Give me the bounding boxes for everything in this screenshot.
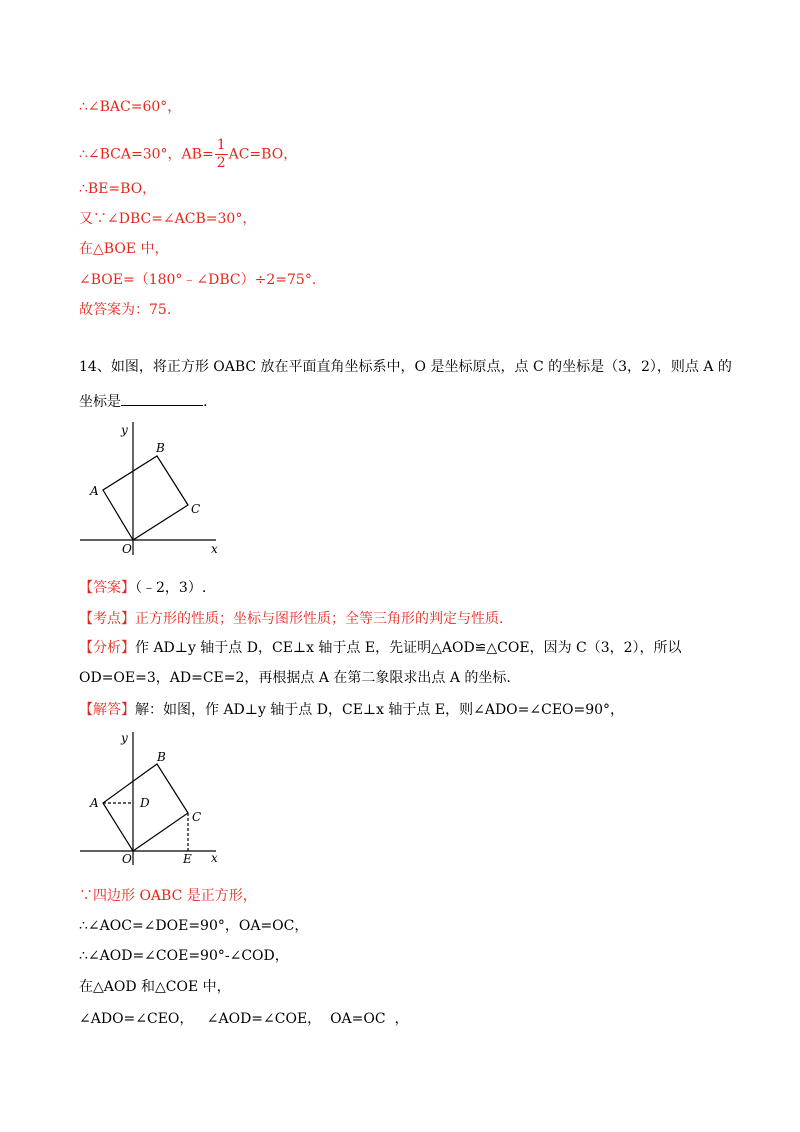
answer-line [79,578,206,598]
solution-line-2-a: ∴∠BCA=30°，AB= [79,146,214,163]
fraction-denominator: 2 [216,155,226,171]
figure-square-svg [78,418,238,560]
point-c-label: C [191,502,201,516]
step-3: ∴∠AOD=∠COE=90°-∠COD， [79,948,289,964]
step-1: ∵四边形 OABC 是正方形， [79,888,257,904]
point-b-label: B [156,441,165,455]
fenxi-line-2: OD=OE=3，AD=CE=2，再根据点 A 在第二象限求出点 A 的坐标. [79,670,511,686]
solution-line-1: ∴∠BAC=60°， [79,99,182,115]
solution-line-6: ∠BOE=（180°﹣∠DBC）÷2=75°. [79,272,317,288]
kaodian-line [79,609,503,629]
question-line-2-suffix: . [203,394,208,410]
kaodian-text: 正方形的性质；坐标与图形性质；全等三角形的判定与性质. [135,611,504,627]
figure-square-with-perpendiculars [78,728,238,868]
step-5: ∠ADO=∠CEO， ∠AOD=∠COE， OA=OC ， [79,1011,409,1027]
solution-line-4: 又∵∠DBC=∠ACB=30°， [79,211,257,227]
fenxi-line-1 [79,638,682,658]
x-axis-label: x [211,851,218,865]
answer-tag: 【答案】 [79,580,135,596]
point-o-label: O [122,542,132,556]
point-a-label: A [90,796,99,810]
point-a-label: A [90,484,99,498]
answer-blank [121,391,203,406]
question-line-2 [79,391,207,412]
jieda-line [79,700,624,720]
fraction-numerator: 1 [216,137,226,153]
fenxi-tag: 【分析】 [79,640,135,656]
figure-perpendiculars-svg [78,728,238,868]
point-c-label: C [192,810,202,824]
question-line-1: 14、如图，将正方形 OABC 放在平面直角坐标系中，O 是坐标原点，点 C 的坐标是（3，2），则点 A 的 [79,359,732,375]
square-oabc [103,456,188,540]
y-axis-label: y [121,423,128,437]
point-e-label: E [183,852,192,866]
jieda-text: 解：如图，作 AD⊥y 轴于点 D，CE⊥x 轴于点 E，则∠ADO=∠CEO=90°， [135,702,625,718]
fenxi-text-1: 作 AD⊥y 轴于点 D，CE⊥x 轴于点 E，先证明△AOD≌△COE，因为 C（3，2），所以 [135,640,682,656]
solution-line-7: 故答案为：75. [79,302,172,318]
solution-line-3: ∴BE=BO， [79,181,157,197]
kaodian-tag: 【考点】 [79,611,135,627]
jieda-tag: 【解答】 [79,702,135,718]
y-axis-label: y [121,731,128,745]
answer-text: （﹣2，3）. [135,580,207,596]
solution-line-2 [79,137,297,172]
point-o-label: O [122,852,132,866]
x-axis-label: x [211,542,218,556]
step-2: ∴∠AOC=∠DOE=90°，OA=OC， [79,918,309,934]
point-d-label: D [140,796,150,810]
solution-line-5: 在△BOE 中， [79,241,169,257]
point-b-label: B [157,750,166,764]
question-line-2-prefix: 坐标是 [79,394,121,410]
solution-line-2-b: AC=BO， [228,146,298,163]
fraction-one-half [215,137,228,172]
figure-square-oabc [78,418,238,560]
step-4: 在△AOD 和△COE 中， [79,979,231,995]
